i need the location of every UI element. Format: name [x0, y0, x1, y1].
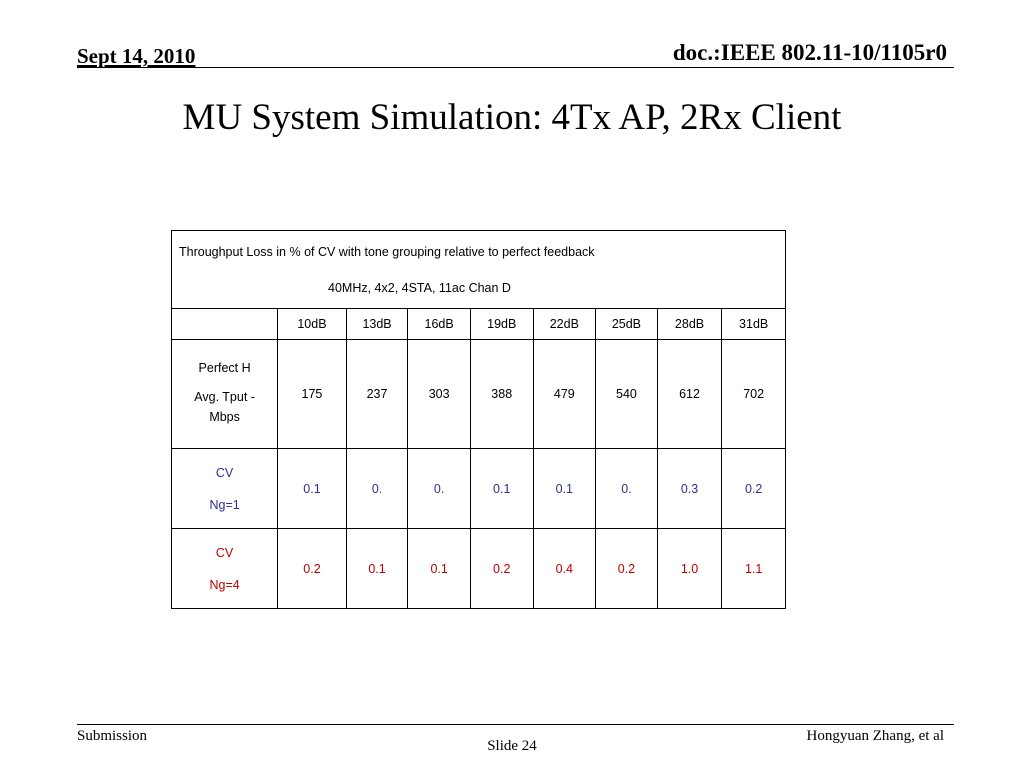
table-cell: 237 — [346, 340, 408, 449]
table-cell: 175 — [278, 340, 347, 449]
row-label-line: CV — [215, 545, 234, 560]
table-cell: 612 — [657, 340, 722, 449]
footer-author: Hongyuan Zhang, et al — [806, 728, 944, 744]
row-label-line: Ng=1 — [209, 497, 240, 512]
table-caption-line2: 40MHz, 4x2, 4STA, 11ac Chan D — [328, 281, 511, 295]
table-cell: 1.1 — [722, 529, 786, 609]
header-date: Sept 14, 2010 — [77, 44, 196, 68]
column-header: 28dB — [657, 309, 722, 340]
table-row-perfect-h — [172, 340, 786, 449]
table-cell: 0. — [408, 449, 471, 529]
column-header: 31dB — [722, 309, 786, 340]
table-cell: 0. — [346, 449, 408, 529]
table-cell: 0.4 — [533, 529, 596, 609]
column-header: 16dB — [408, 309, 471, 340]
table-cell: 0.1 — [470, 449, 533, 529]
column-header: 10dB — [278, 309, 347, 340]
table-cell: 479 — [533, 340, 596, 449]
table-header-row — [172, 309, 786, 340]
table-cell: 0. — [596, 449, 658, 529]
column-header: 19dB — [470, 309, 533, 340]
header-rule — [77, 67, 954, 68]
table-row-cv-ng1 — [172, 449, 786, 529]
table-row-cv-ng4 — [172, 529, 786, 609]
table-cell: 1.0 — [657, 529, 722, 609]
row-label-cell — [172, 449, 278, 529]
row-label-cell — [172, 340, 278, 449]
column-header: 22dB — [533, 309, 596, 340]
column-header: 25dB — [596, 309, 658, 340]
table-cell: 0.1 — [533, 449, 596, 529]
row-label-line: CV — [215, 465, 234, 480]
table-cell: 702 — [722, 340, 786, 449]
row-label-cell — [172, 529, 278, 609]
footer-slide-number: Slide 24 — [487, 738, 537, 754]
table-cell: 0.1 — [278, 449, 347, 529]
table-cell: 0.1 — [346, 529, 408, 609]
table-cell: 0.2 — [470, 529, 533, 609]
table-cell: 540 — [596, 340, 658, 449]
column-header: 13dB — [346, 309, 408, 340]
table-cell: 303 — [408, 340, 471, 449]
table-cell: 388 — [470, 340, 533, 449]
row-label-line: Ng=4 — [209, 577, 240, 592]
table-cell: 0.2 — [278, 529, 347, 609]
table-cell: 0.1 — [408, 529, 471, 609]
row-label-part: Avg. Tput - — [194, 390, 255, 404]
footer-rule — [77, 724, 954, 725]
row-label-line — [172, 387, 277, 427]
header-doc-id: doc.:IEEE 802.11-10/1105r0 — [672, 40, 947, 65]
row-label-line: Perfect H — [198, 361, 251, 375]
table-cell: 0.3 — [657, 449, 722, 529]
row-label-part: Mbps — [209, 410, 240, 424]
header-corner-cell — [172, 309, 278, 340]
results-table — [171, 230, 786, 609]
footer-submission: Submission — [77, 728, 148, 744]
table-cell: 0.2 — [596, 529, 658, 609]
table-caption-line1: Throughput Loss in % of CV with tone grouping relative to perfect feedback — [179, 245, 595, 259]
table-cell: 0.2 — [722, 449, 786, 529]
table-caption-cell — [172, 231, 786, 309]
slide-title: MU System Simulation: 4Tx AP, 2Rx Client — [182, 97, 842, 138]
